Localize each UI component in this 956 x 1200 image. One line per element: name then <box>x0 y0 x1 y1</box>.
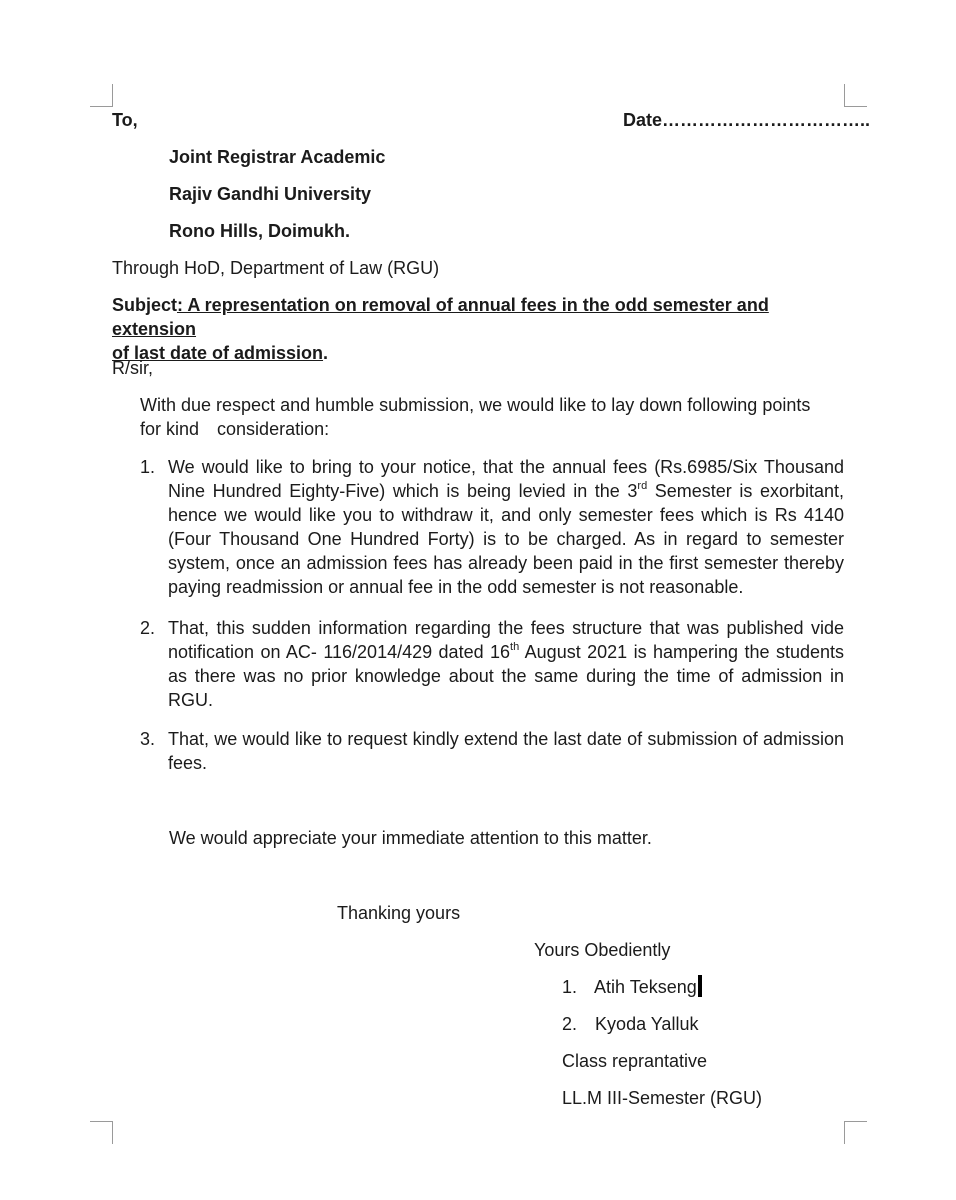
point-1-text-b: Semester is exorbitant, hence we would like you to withdraw it, and only semester fees which is Rs 4140 (Four Thousand One Hundred Forty) is to be charged. As in regard to semester system, once an admission fees has already been paid in the first semester thereby paying readmission or annual fee in the odd semester is not reasonable. <box>168 481 844 597</box>
addressee-line-3: Rono Hills, Doimukh. <box>169 221 351 241</box>
margin-mark-top-left <box>90 84 113 107</box>
margin-mark-bottom-right <box>844 1121 867 1144</box>
margin-mark-top-right <box>844 84 867 107</box>
signatory-1-number: 1. <box>562 977 578 997</box>
yours-obediently: Yours Obediently <box>534 940 671 960</box>
point-1-number: 1. <box>140 457 156 477</box>
signatory-1 <box>562 975 702 999</box>
point-2-text-a: That, this sudden information regarding the fees structure that was published vide notification on AC- 116/2014/429 dated 16 <box>168 618 844 662</box>
to-label: To, <box>112 110 138 130</box>
intro-line-2b: consideration: <box>217 419 330 439</box>
point-1 <box>140 455 844 599</box>
role-line: Class reprantative <box>562 1051 708 1071</box>
signatory-2-name: Kyoda Yalluk <box>595 1014 699 1034</box>
point-1-superscript: rd <box>637 480 648 492</box>
signatory-1-name: Atih Tekseng <box>594 977 697 997</box>
point-1-text-a: We would like to bring to your notice, that the annual fees (Rs.6985/Six Thousand Nine Hundred Eighty-Five) which is being levied in the 3 <box>168 457 844 501</box>
point-2-superscript: th <box>510 641 520 653</box>
text-cursor <box>698 975 702 997</box>
salutation: R/sir, <box>112 358 154 378</box>
point-3-number: 3. <box>140 729 156 749</box>
signatory-2 <box>562 1012 698 1036</box>
intro-line-1: With due respect and humble submission, we would like to lay down following points <box>140 395 811 415</box>
point-2-number: 2. <box>140 618 156 638</box>
subject-text-2: of last date of admission <box>112 343 324 363</box>
thanking-line: Thanking yours <box>337 903 461 923</box>
subject-text-1: : A representation on removal of annual fees in the odd semester and extension <box>112 295 769 339</box>
subject-end: . <box>323 343 329 363</box>
point-3-text: That, we would like to request kindly extend the last date of submission of admission fees. <box>168 729 844 773</box>
point-2-text-b: August 2021 is hampering the students as there was no prior knowledge about the same during the time of admission in RGU. <box>168 642 844 710</box>
intro-line-2: for kind <box>140 419 200 439</box>
point-2 <box>140 616 844 712</box>
intro-paragraph <box>140 393 860 441</box>
addressee-line-2: Rajiv Gandhi University <box>169 184 372 204</box>
addressee-line-1: Joint Registrar Academic <box>169 147 386 167</box>
signatory-2-number: 2. <box>562 1014 578 1034</box>
closing-line: We would appreciate your immediate attention to this matter. <box>169 828 652 848</box>
through-line: Through HoD, Department of Law (RGU) <box>112 258 440 278</box>
subject <box>112 293 852 365</box>
date-field: Date…………………………….. <box>623 110 871 130</box>
margin-mark-bottom-left <box>90 1121 113 1144</box>
subject-label: Subject <box>112 295 178 315</box>
class-line: LL.M III-Semester (RGU) <box>562 1088 763 1108</box>
point-3 <box>140 727 844 775</box>
